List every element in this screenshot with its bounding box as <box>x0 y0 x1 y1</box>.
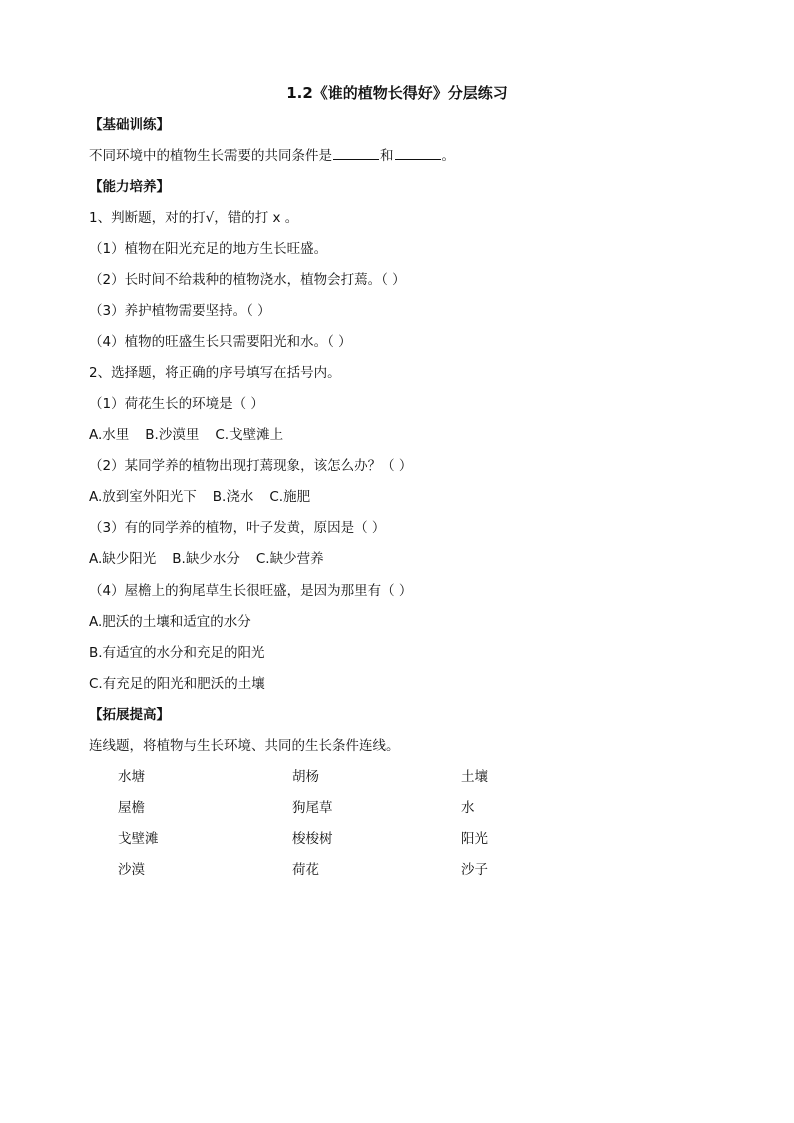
choice-option: A.放到室外阳光下 <box>89 489 197 505</box>
judge-item-3: （3）养护植物需要坚持。（ ） <box>89 303 271 319</box>
choice-question-1: （1）荷花生长的环境是（ ） <box>89 396 264 412</box>
basic-question-end: 。 <box>441 148 455 164</box>
environment-item[interactable]: 戈壁滩 <box>118 831 159 847</box>
choice-intro: 2、选择题，将正确的序号填写在括号内。 <box>89 365 341 381</box>
environment-item[interactable]: 沙漠 <box>118 862 145 878</box>
choice-option: B.缺少水分 <box>172 551 240 567</box>
choice-options-1 <box>89 426 283 444</box>
choice-option-4b: B.有适宜的水分和充足的阳光 <box>89 645 265 661</box>
environment-item[interactable]: 屋檐 <box>118 800 145 816</box>
judge-item-4: （4）植物的旺盛生长只需要阳光和水。（ ） <box>89 334 352 350</box>
page-title: 1.2《谁的植物长得好》分层练习 <box>286 84 508 102</box>
choice-option: B.沙漠里 <box>145 427 200 443</box>
choice-option: B.浇水 <box>212 489 254 505</box>
plant-item[interactable]: 梭梭树 <box>292 831 333 847</box>
plant-item[interactable]: 荷花 <box>292 862 319 878</box>
plant-item[interactable]: 胡杨 <box>292 769 319 785</box>
choice-option: A.缺少阳光 <box>89 551 157 567</box>
choice-question-4: （4）屋檐上的狗尾草生长很旺盛，是因为那里有（ ） <box>89 583 413 599</box>
answer-blank-1[interactable] <box>333 147 379 160</box>
judge-item-2: （2）长时间不给栽种的植物浇水，植物会打蔫。（ ） <box>89 272 406 288</box>
choice-options-2 <box>89 488 310 506</box>
section-extend-heading: 【拓展提高】 <box>89 707 170 723</box>
choice-question-3: （3）有的同学养的植物，叶子发黄，原因是（ ） <box>89 520 386 536</box>
judge-intro: 1、判断题，对的打√，错的打 x 。 <box>89 210 299 226</box>
section-basic-heading: 【基础训练】 <box>89 117 170 133</box>
judge-item-1: （1）植物在阳光充足的地方生长旺盛。 <box>89 241 328 257</box>
choice-option-4c: C.有充足的阳光和肥沃的土壤 <box>89 676 265 692</box>
choice-option: C.施肥 <box>269 489 311 505</box>
section-ability-heading: 【能力培养】 <box>89 179 170 195</box>
basic-question <box>89 147 455 165</box>
choice-option: C.缺少营养 <box>255 551 324 567</box>
choice-option: C.戈壁滩上 <box>215 427 284 443</box>
basic-question-mid: 和 <box>380 148 394 164</box>
condition-item[interactable]: 阳光 <box>461 831 488 847</box>
answer-blank-2[interactable] <box>395 147 441 160</box>
environment-item[interactable]: 水塘 <box>118 769 145 785</box>
condition-item[interactable]: 沙子 <box>461 862 488 878</box>
choice-option-4a: A.肥沃的土壤和适宜的水分 <box>89 614 251 630</box>
choice-question-2: （2）某同学养的植物出现打蔫现象，该怎么办？（ ） <box>89 458 413 474</box>
plant-item[interactable]: 狗尾草 <box>292 800 333 816</box>
extend-intro: 连线题，将植物与生长环境、共同的生长条件连线。 <box>89 738 400 754</box>
basic-question-prefix: 不同环境中的植物生长需要的共同条件是 <box>89 148 332 164</box>
choice-options-3 <box>89 550 324 568</box>
condition-item[interactable]: 水 <box>461 800 475 816</box>
choice-option: A.水里 <box>89 427 130 443</box>
condition-item[interactable]: 土壤 <box>461 769 488 785</box>
